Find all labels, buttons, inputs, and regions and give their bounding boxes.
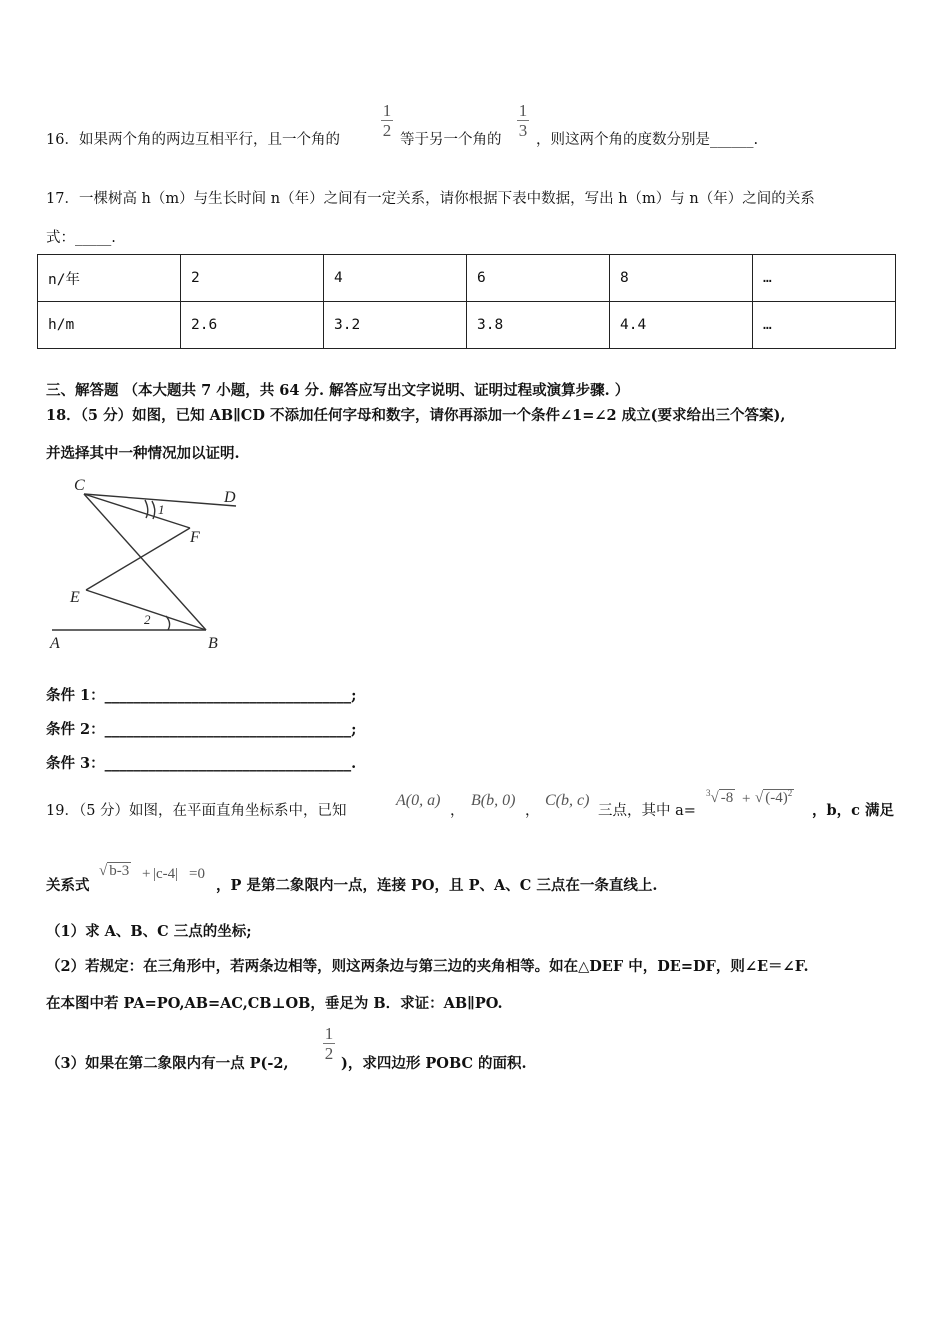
table-row xyxy=(38,255,896,302)
q19-part-3-text-a: （3）如果在第二象限内有一点 P(-2, xyxy=(46,1055,289,1072)
table-cell: 3.8 xyxy=(467,302,610,349)
q19-relation-abs: |c-4| xyxy=(153,866,179,882)
fraction-numerator: 1 xyxy=(518,101,528,120)
fraction-denominator: 2 xyxy=(382,121,392,140)
q19-part-1: （1）求 A、B、C 三点的坐标; xyxy=(46,923,252,940)
q19-relation-sqrt: √ b-3 xyxy=(99,863,130,879)
table-cell: 3.2 xyxy=(324,302,467,349)
q19-part-3-text-b: )，求四边形 POBC 的面积. xyxy=(341,1055,527,1072)
fraction-denominator: 2 xyxy=(324,1044,334,1063)
q19-sep-2: ， xyxy=(525,803,540,819)
q19-point-c: C(b, c) xyxy=(545,792,590,809)
table-cell: 6 xyxy=(467,255,610,302)
label-d: D xyxy=(224,489,236,506)
table-row xyxy=(38,302,896,349)
fraction-numerator: 1 xyxy=(324,1024,334,1043)
segment-fe xyxy=(86,528,190,590)
label-c: C xyxy=(74,477,85,494)
table-cell: 8 xyxy=(610,255,753,302)
q17-line1: 17．一棵树高 h（m）与生长时间 n（年）之间有一定关系，请你根据下表中数据，写出 h（m）与 n（年）之间的关系 xyxy=(46,191,815,207)
table-cell: … xyxy=(753,302,896,349)
section-heading: 三、解答题 （本大题共 7 小题，共 64 分. 解答应写出文字说明、证明过程或演算步骤. ） xyxy=(46,382,630,399)
q18-condition-1: 条件 1：__________________________________; xyxy=(46,687,357,704)
table-cell: 2.6 xyxy=(181,302,324,349)
q19-part-3-fraction xyxy=(323,1025,335,1062)
root-body xyxy=(763,789,794,806)
table-cell: n/年 xyxy=(38,255,181,302)
q19-relation-text: ，P 是第二象限内一点，连接 PO，且 P、A、C 三点在一条直线上. xyxy=(216,877,658,894)
q18-line2: 并选择其中一种情况加以证明. xyxy=(46,445,240,462)
angle-1-arc xyxy=(145,500,148,518)
q16-text-a: 16．如果两个角的两边互相平行，且一个角的 xyxy=(46,132,340,148)
label-angle-1: 1 xyxy=(158,502,165,517)
q18-condition-3: 条件 3：__________________________________. xyxy=(46,755,357,772)
table-cell: 2 xyxy=(181,255,324,302)
table-cell: 4.4 xyxy=(610,302,753,349)
root-base: (-4) xyxy=(765,790,788,806)
q19-relation-plus: + xyxy=(142,866,151,882)
table-cell: 4 xyxy=(324,255,467,302)
root-exponent: 2 xyxy=(787,788,793,798)
fraction-denominator: 3 xyxy=(518,121,528,140)
label-f: F xyxy=(190,529,200,546)
q18-geometry-figure xyxy=(40,470,260,660)
q18-line1: 18．（5 分）如图，已知 AB∥CD 不添加任何字母和数字，请你再添加一个条件∠1=∠2 成立(要求给出三个答案), xyxy=(46,407,786,424)
root-body: -8 xyxy=(720,790,734,806)
q16-text-b: 等于另一个角的 xyxy=(400,132,502,148)
q19-text-c: ，b，c 满足 xyxy=(812,802,895,819)
q19-square-root: √ $(-4)^2$ xyxy=(755,788,793,806)
q19-point-a: A(0, a) xyxy=(396,792,441,809)
root-body: b-3 xyxy=(109,863,130,879)
q19-text-b: 三点，其中 a= xyxy=(598,803,696,819)
q19-part-2-line2: 在本图中若 PA=PO,AB=AC,CB⊥OB，垂足为 B．求证：AB∥PO. xyxy=(46,995,503,1012)
q19-sep-1: ， xyxy=(450,803,465,819)
label-angle-2: 2 xyxy=(144,612,151,627)
root-index: 3 xyxy=(706,788,711,798)
table-cell: h/m xyxy=(38,302,181,349)
q16-text-c: ，则这两个角的度数分别是______. xyxy=(536,132,759,148)
q17-data-table xyxy=(37,254,896,349)
q19-plus: + xyxy=(742,791,751,807)
q19-text-a: 19．（5 分）如图，在平面直角坐标系中，已知 xyxy=(46,803,347,819)
q19-cube-root: $^3$√ -8 xyxy=(706,788,734,806)
q17-line2: 式：_____. xyxy=(46,230,116,246)
label-a: A xyxy=(50,635,60,652)
fraction-numerator: 1 xyxy=(382,101,392,120)
label-e: E xyxy=(70,589,80,606)
q19-point-b: B(b, 0) xyxy=(471,792,516,809)
q19-relation-label: 关系式 xyxy=(46,877,90,894)
q19-part-2-line1: （2）若规定：在三角形中，若两条边相等，则这两条边与第三边的夹角相等。如在△DEF 中，DE=DF，则∠E＝∠F. xyxy=(46,958,809,975)
q16-fraction-third xyxy=(517,102,529,139)
q16-fraction-half xyxy=(381,102,393,139)
q18-condition-2: 条件 2：__________________________________; xyxy=(46,721,357,738)
q19-relation-eq: =0 xyxy=(189,866,205,882)
label-b: B xyxy=(208,635,218,652)
table-cell: … xyxy=(753,255,896,302)
